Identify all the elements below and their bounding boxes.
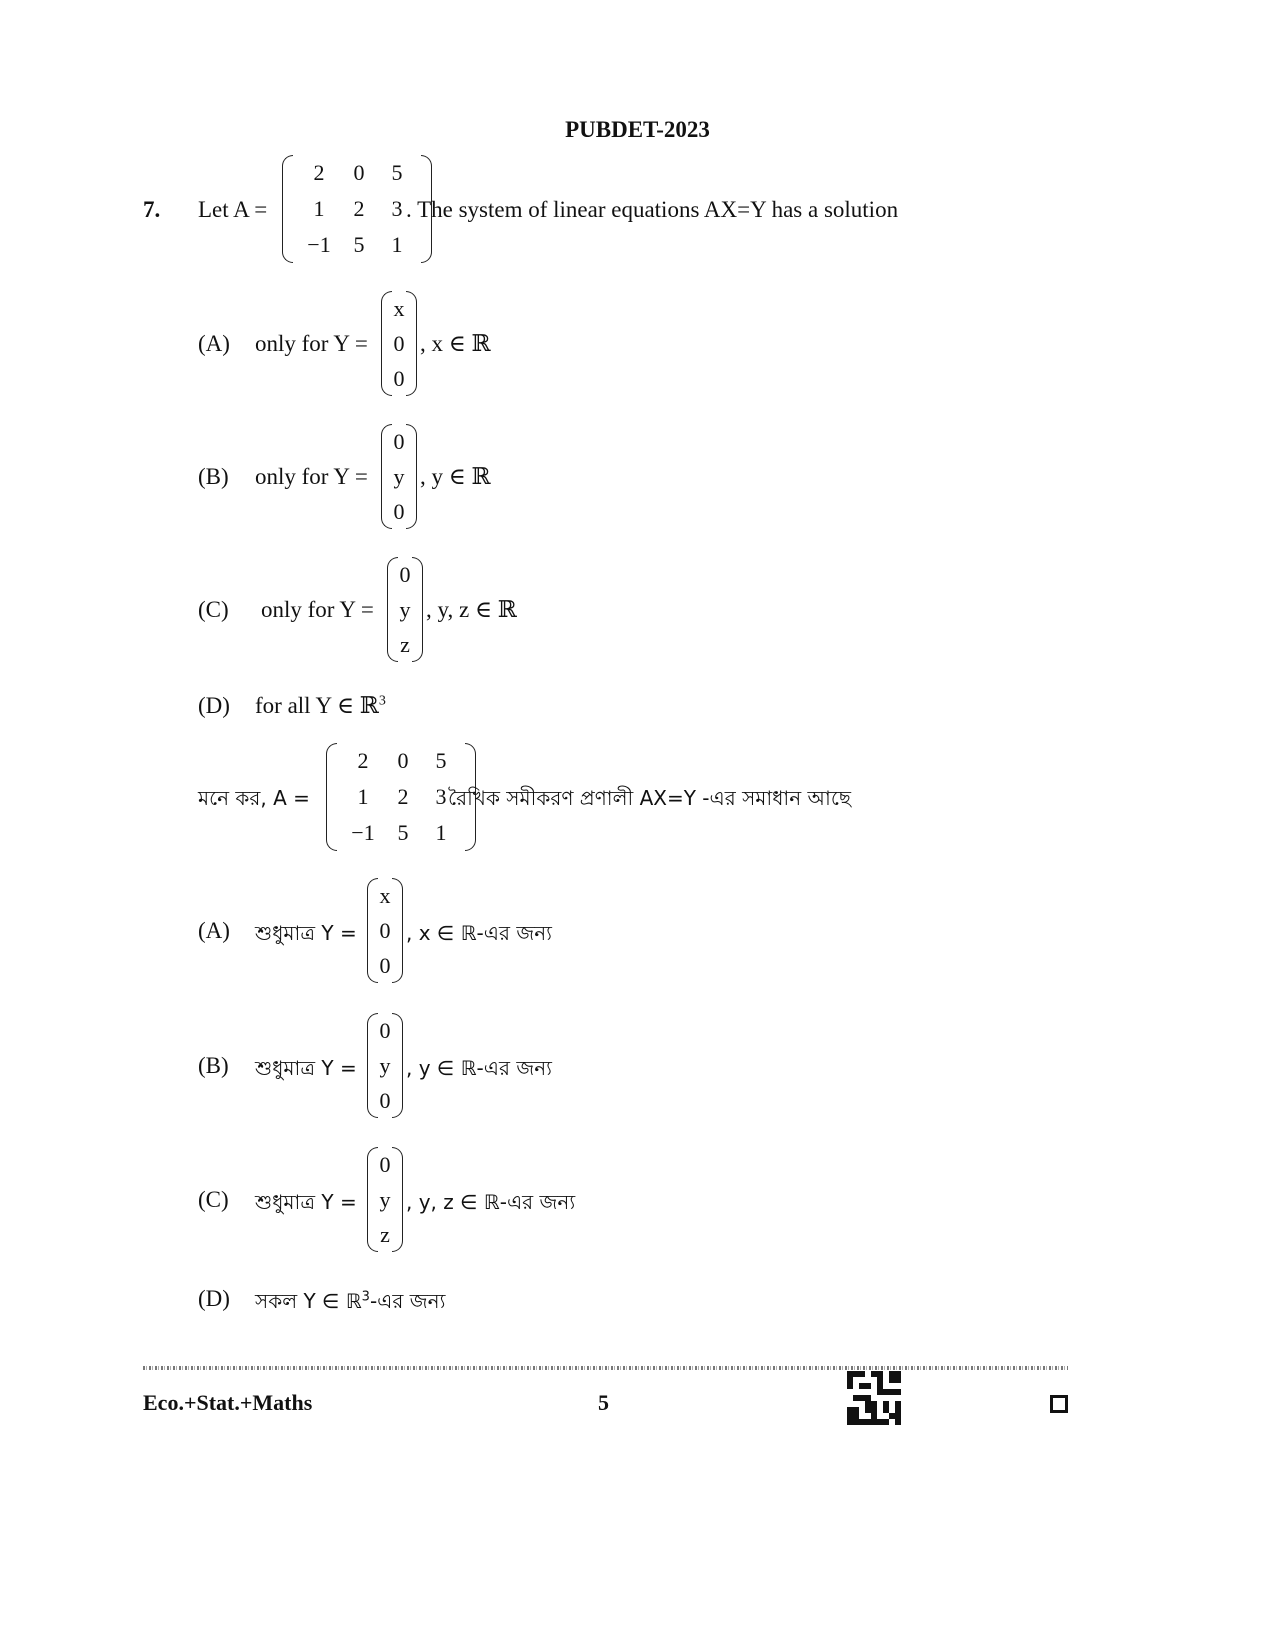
page-number: 5 bbox=[598, 1390, 609, 1415]
option-text: শুধুমাত্র Y = bbox=[255, 1190, 357, 1214]
matrix-cell: 5 bbox=[391, 160, 403, 185]
question-number: 7. bbox=[143, 197, 161, 222]
page-title: PUBDET-2023 bbox=[565, 117, 710, 142]
vector-cell: 0 bbox=[393, 498, 405, 524]
vector-y bbox=[381, 424, 417, 529]
option-label: (D) bbox=[198, 693, 230, 718]
matrix-cell: −1 bbox=[351, 820, 375, 845]
option-label: (A) bbox=[198, 918, 230, 943]
bn-stem-suffix: রৈখিক সমীকরণ প্রণালী AX=Y -এর সমাধান আছে bbox=[448, 786, 851, 810]
vector-cell: 0 bbox=[393, 365, 405, 391]
en-stem-suffix: . The system of linear equations AX=Y has a solution bbox=[406, 197, 899, 222]
option-text: only for Y = bbox=[255, 464, 368, 489]
corner-square-icon bbox=[1050, 1395, 1068, 1413]
en-stem-prefix: Let A = bbox=[198, 197, 268, 222]
vector-cell: 0 bbox=[399, 561, 411, 587]
matrix-cell: 5 bbox=[353, 232, 365, 257]
matrix-cell: 0 bbox=[397, 748, 409, 773]
vector-y bbox=[367, 1147, 403, 1252]
option-label: (D) bbox=[198, 1286, 230, 1311]
option-label: (A) bbox=[198, 331, 230, 356]
confidential-strip bbox=[143, 1366, 1068, 1370]
option-text bbox=[255, 693, 386, 719]
option-label: (B) bbox=[198, 1053, 229, 1078]
vector-cell: 0 bbox=[379, 917, 391, 943]
option-text-main: for all Y ∈ ℝ bbox=[255, 693, 379, 718]
qr-code-icon bbox=[847, 1371, 901, 1425]
vector-cell: z bbox=[380, 1221, 390, 1247]
matrix-cell: 2 bbox=[357, 748, 369, 773]
vector-y bbox=[387, 557, 423, 662]
superscript: 3 bbox=[361, 1289, 370, 1305]
matrix-cell: 5 bbox=[435, 748, 447, 773]
matrix-cell: 1 bbox=[357, 784, 369, 809]
superscript: 3 bbox=[378, 693, 386, 709]
bn-stem-prefix: মনে কর, A = bbox=[198, 786, 310, 810]
vector-cell: y bbox=[379, 1186, 391, 1212]
matrix-cell: 3 bbox=[391, 196, 403, 221]
vector-cell: x bbox=[379, 882, 391, 908]
vector-cell: 0 bbox=[379, 1087, 391, 1113]
matrix-cell: 2 bbox=[353, 196, 365, 221]
matrix-cell: 3 bbox=[435, 784, 447, 809]
matrix-cell: 2 bbox=[313, 160, 325, 185]
matrix-cell: −1 bbox=[307, 232, 331, 257]
vector-cell: 0 bbox=[379, 1151, 391, 1177]
vector-cell: 0 bbox=[379, 1017, 391, 1043]
option-condition: , y, z ∈ ℝ bbox=[426, 597, 517, 622]
option-text: only for Y = bbox=[255, 331, 368, 356]
matrix-cell: 2 bbox=[397, 784, 409, 809]
option-text: only for Y = bbox=[261, 597, 374, 622]
option-label: (C) bbox=[198, 597, 229, 622]
matrix-cell: 1 bbox=[435, 820, 447, 845]
option-text bbox=[255, 1287, 445, 1320]
matrix-cell: 1 bbox=[313, 196, 325, 221]
option-condition: , y, z ∈ ℝ-এর জন্য bbox=[406, 1190, 576, 1214]
matrix-cell: 1 bbox=[391, 232, 403, 257]
option-label: (B) bbox=[198, 464, 229, 489]
matrix-cell: 0 bbox=[353, 160, 365, 185]
vector-cell: z bbox=[400, 631, 410, 657]
vector-cell: y bbox=[399, 596, 411, 622]
option-condition: , y ∈ ℝ-এর জন্য bbox=[406, 1056, 552, 1080]
vector-y bbox=[367, 1013, 403, 1118]
option-text-tail: -এর জন্য bbox=[369, 1289, 446, 1313]
vector-cell: 0 bbox=[393, 428, 405, 454]
vector-cell: 0 bbox=[379, 952, 391, 978]
footer-subject: Eco.+Stat.+Maths bbox=[143, 1390, 313, 1415]
vector-cell: 0 bbox=[393, 330, 405, 356]
vector-cell: y bbox=[393, 463, 405, 489]
option-condition: , x ∈ ℝ-এর জন্য bbox=[406, 921, 552, 945]
option-condition: , x ∈ ℝ bbox=[420, 331, 491, 356]
vector-y bbox=[381, 291, 417, 396]
vector-y bbox=[367, 878, 403, 983]
vector-cell: y bbox=[379, 1052, 391, 1078]
option-text: শুধুমাত্র Y = bbox=[255, 1056, 357, 1080]
option-text-main: সকল Y ∈ ℝ bbox=[255, 1289, 362, 1313]
option-condition: , y ∈ ℝ bbox=[420, 464, 491, 489]
vector-cell: x bbox=[393, 295, 405, 321]
option-label: (C) bbox=[198, 1187, 229, 1212]
option-text: শুধুমাত্র Y = bbox=[255, 921, 357, 945]
matrix-cell: 5 bbox=[397, 820, 409, 845]
